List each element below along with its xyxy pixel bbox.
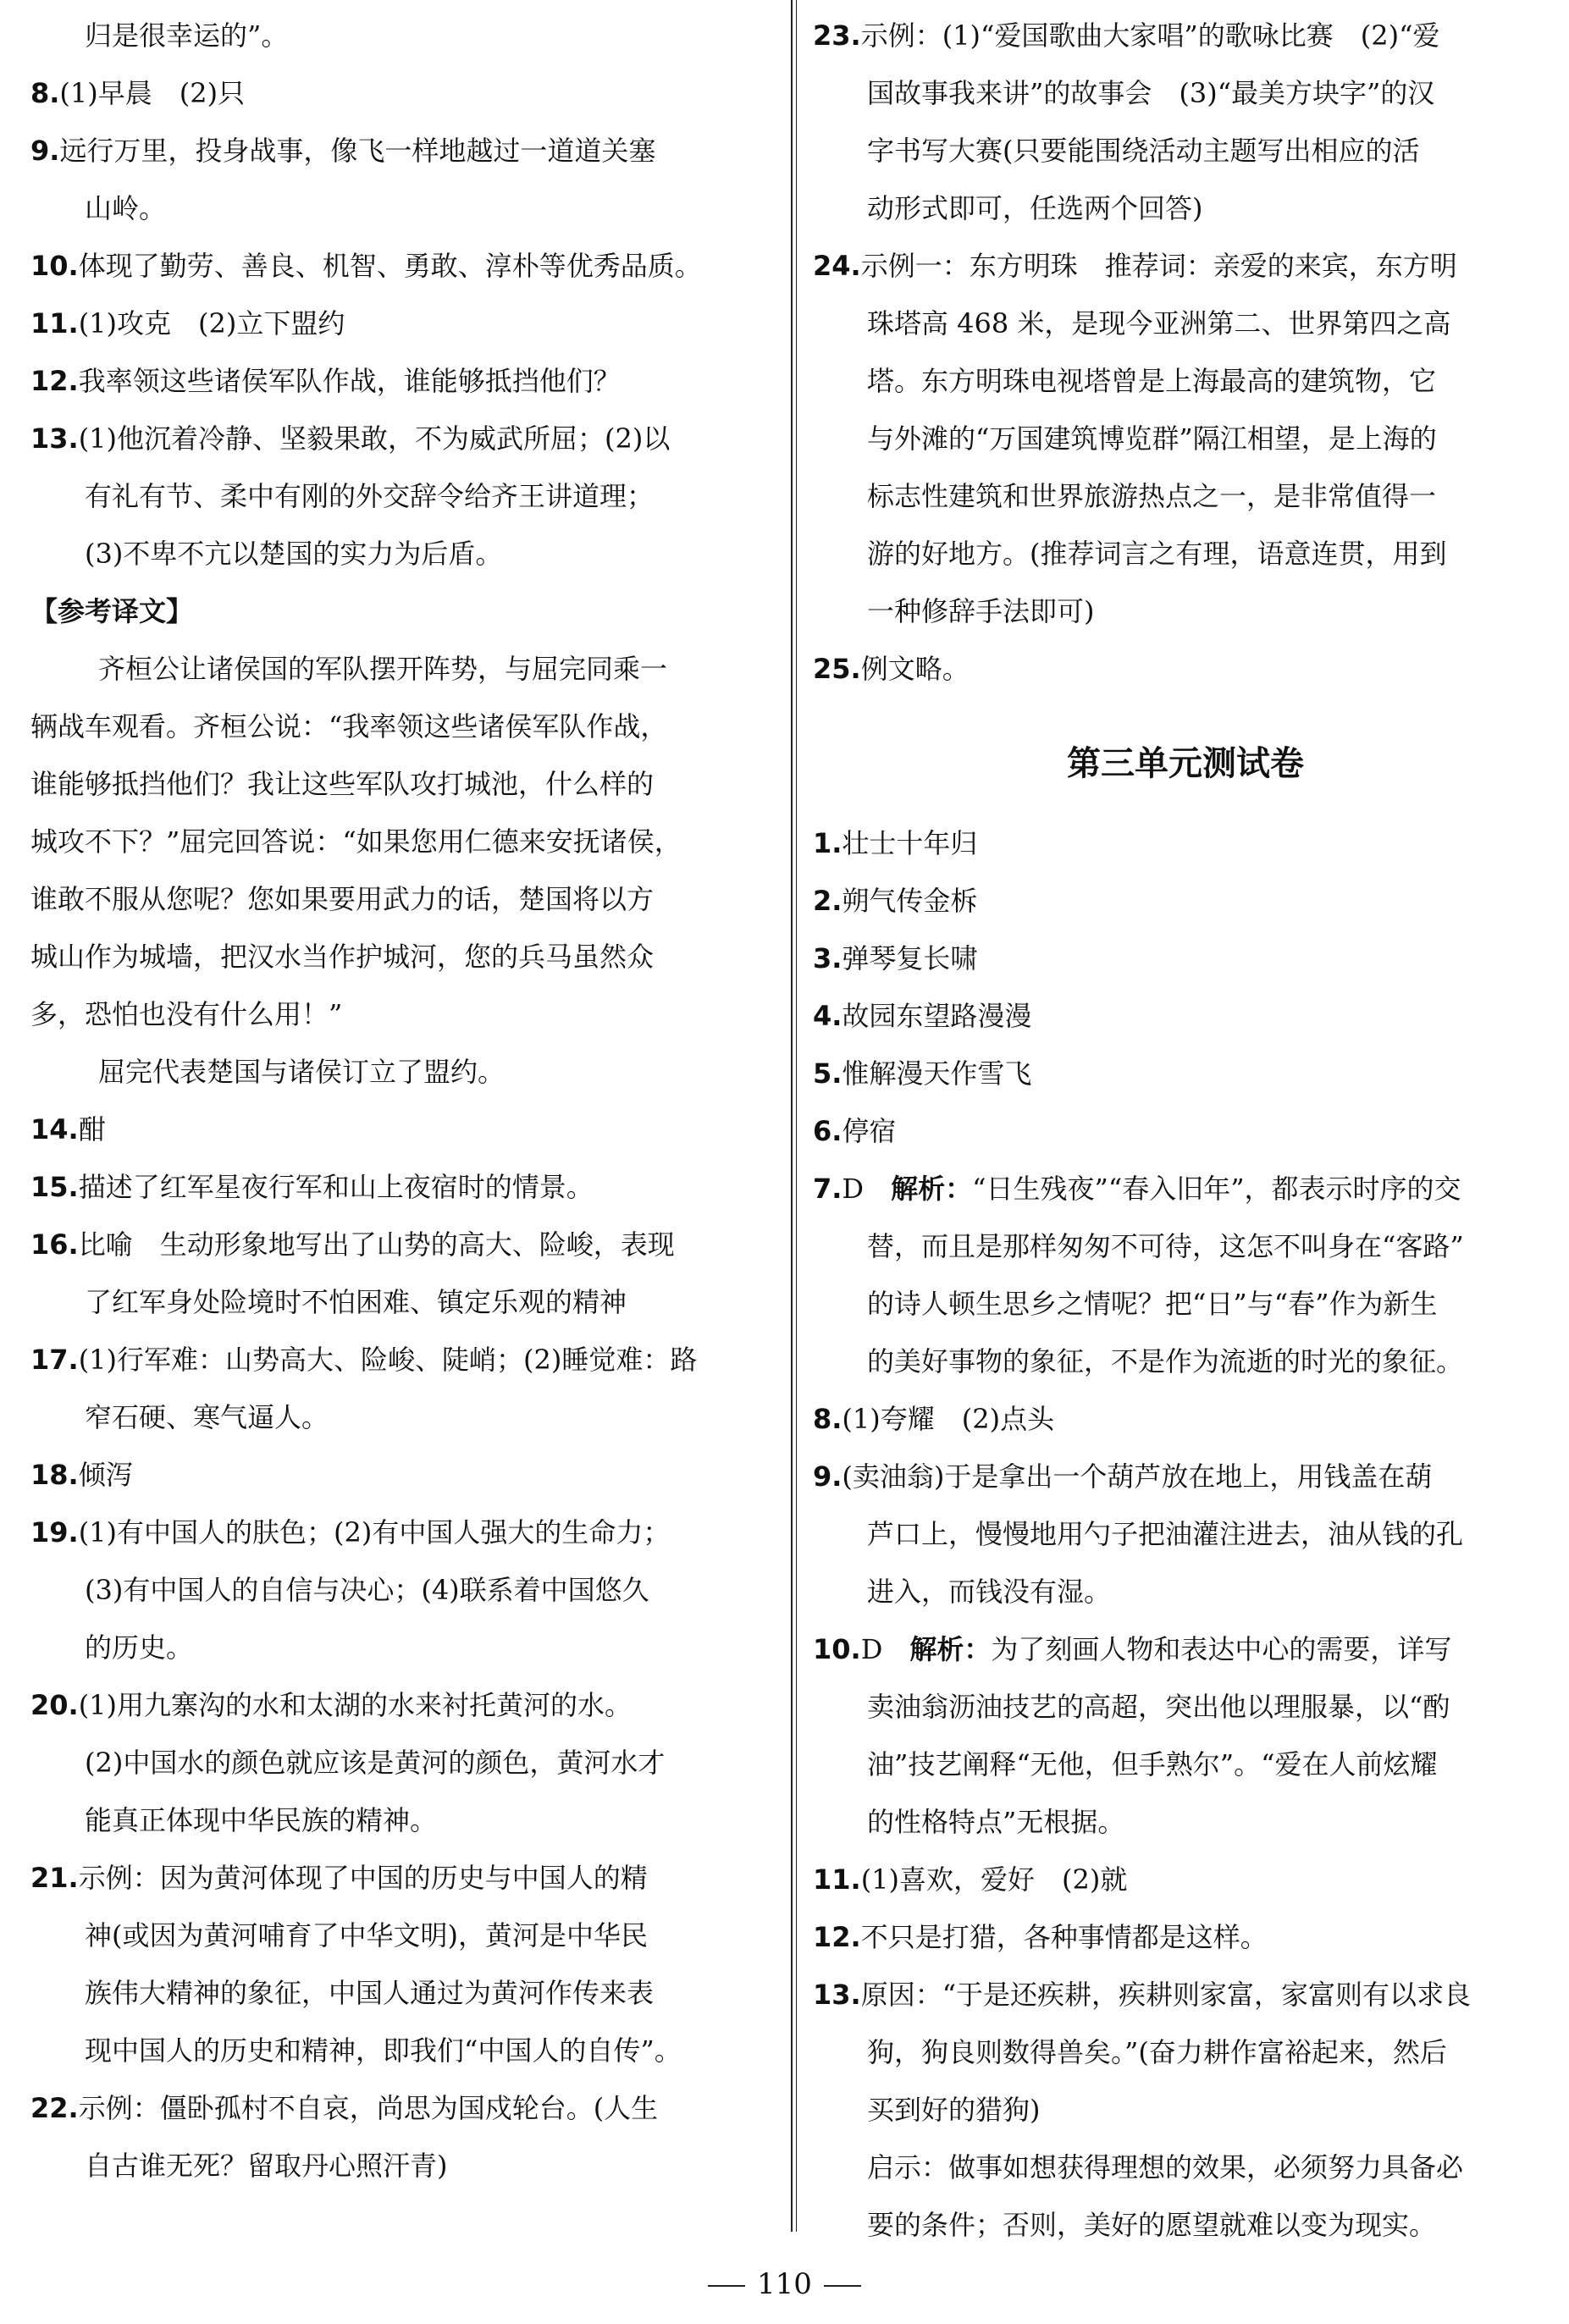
text-line: 窄石硬、寒气逼人。 [85,1401,329,1433]
question-number: 4. [813,1000,843,1032]
question-number: 8. [813,1403,843,1435]
question-number: 1. [813,827,843,859]
answer-text: “日生残夜”“春入旧年”，都表示时序的交 [972,1173,1461,1205]
answer-text: 描述了红军星夜行军和山上夜宿时的情景。 [78,1171,594,1203]
answer-13 [30,422,670,455]
text-line: 神(或因为黄河哺育了中华文明)，黄河是中华民 [85,1919,648,1951]
question-number: 3. [813,942,843,974]
column-divider-thin [796,0,797,2232]
answer-11 [30,306,345,340]
answer-10 [30,249,702,283]
question-number: 2. [813,885,843,917]
answer-20 [30,1688,632,1722]
unit3-answer-6 [813,1114,896,1148]
question-number: 18. [30,1459,79,1491]
text-line: 国故事我来讲”的故事会 (3)“最美方块字”的汉 [867,77,1435,109]
text-line: 能真正体现中华民族的精神。 [85,1804,438,1836]
answer-15 [30,1170,594,1204]
unit3-answer-1 [813,826,977,860]
choice-answer: D [860,1633,883,1665]
answer-text: 示例：(1)“爱国歌曲大家唱”的歌咏比赛 (2)“爱 [860,19,1440,52]
text-line: 自古谁无死？留取丹心照汗青) [85,2150,448,2182]
translation-line: 屈完代表楚国与诸侯订立了盟约。 [98,1056,506,1088]
page-footer [0,2267,1569,2301]
answer-text: 停宿 [842,1115,897,1147]
answer-text: (卖油翁)于是拿出一个葫芦放在地上，用钱盖在葫 [842,1460,1433,1493]
answer-text: 示例：因为黄河体现了中国的历史与中国人的精 [78,1862,648,1894]
unit3-answer-3 [813,941,977,975]
answer-text: (1)早晨 (2)只 [59,77,246,109]
answer-18 [30,1458,133,1492]
question-number: 9. [813,1460,843,1493]
answer-text: 酣 [78,1113,106,1145]
text-line: (2)中国水的颜色就应该是黄河的颜色，黄河水才 [85,1747,666,1779]
unit3-answer-12 [813,1920,1268,1954]
answer-text: 比喻 生动形象地写出了山势的高大、险峻，表现 [78,1228,675,1261]
answer-16 [30,1228,675,1261]
column-divider [791,0,793,2232]
text-line: 油”技艺阐释“无他，但手熟尔”。“爱在人前炫耀 [867,1748,1438,1780]
text-line: 的诗人顿生思乡之情呢？把“日”与“春”作为新生 [867,1288,1438,1320]
answer-text: (1)有中国人的肤色；(2)有中国人强大的生命力； [78,1516,671,1548]
answer-9 [30,134,655,168]
question-number: 21. [30,1862,79,1894]
question-number: 6. [813,1115,843,1147]
answer-14 [30,1112,106,1146]
question-number: 13. [813,1979,861,2011]
translation-line: 齐桓公让诸侯国的军队摆开阵势，与屈完同乘一 [98,653,668,685]
answer-text: 示例：僵卧孤村不自哀，尚思为国戍轮台。(人生 [78,2092,659,2124]
text-line: (3)不卑不亢以楚国的实力为后盾。 [85,538,503,570]
answer-8 [30,76,245,110]
question-number: 10. [30,250,79,282]
text-line: 游的好地方。(推荐词言之有理，语意连贯，用到 [867,538,1447,570]
choice-answer: D [842,1173,865,1205]
unit3-answer-13 [813,1978,1471,2012]
answer-23 [813,19,1439,52]
answer-text: 故园东望路漫漫 [842,1000,1032,1032]
answer-text: 原因：“于是还疾耕，疾耕则家富，家富则有以求良 [860,1979,1472,2011]
translation-line: 谁能够抵挡他们？我让这些军队攻打城池，什么样的 [30,768,655,800]
question-number: 12. [813,1921,861,1953]
translation-line: 辆战车观看。齐桓公说：“我率领这些诸侯军队作战， [30,710,668,742]
text-line: 归是很幸运的”。 [85,19,289,52]
answer-19 [30,1515,670,1549]
answer-text: 远行万里，投身战事，像飞一样地越过一道道关塞 [59,135,656,167]
answer-12 [30,364,621,398]
unit3-answer-8 [813,1402,1054,1436]
answer-text: 例文略。 [860,653,970,685]
section-title: 第三单元测试卷 [1067,744,1304,783]
text-line: 要的条件；否则，美好的愿望就难以变为现实。 [867,2209,1437,2241]
question-number: 15. [30,1171,79,1203]
answer-text: 我率领这些诸侯军队作战，谁能够抵挡他们？ [78,365,621,397]
text-line: 山岭。 [85,192,167,224]
translation-line: 多，恐怕也没有什么用！” [30,998,343,1030]
question-number: 7. [813,1173,843,1205]
answer-text: (1)夸耀 (2)点头 [842,1403,1055,1435]
answer-text: 体现了勤劳、善良、机智、勇敢、淳朴等优秀品质。 [78,250,702,282]
text-line: 狗，狗良则数得兽矣。”(奋力耕作富裕起来，然后 [867,2036,1447,2068]
translation-line: 谁敢不服从您呢？您如果要用武力的话，楚国将以方 [30,883,655,915]
question-number: 13. [30,422,79,455]
text-line: 族伟大精神的象征，中国人通过为黄河作传来表 [85,1977,655,2009]
question-number: 25. [813,653,861,685]
answer-17 [30,1343,697,1377]
text-line: 了红军身处险境时不怕困难、镇定乐观的精神 [85,1286,627,1318]
question-number: 11. [813,1863,861,1896]
text-line: 启示：做事如想获得理想的效果，必须努力具备必 [867,2151,1464,2183]
text-line: (3)有中国人的自信与决心；(4)联系着中国悠久 [85,1574,649,1606]
unit3-answer-10 [813,1632,1451,1666]
question-number: 10. [813,1633,861,1665]
question-number: 14. [30,1113,79,1145]
unit3-answer-7 [813,1172,1461,1206]
text-line: 的性格特点”无根据。 [867,1806,1125,1838]
text-line: 与外滩的“万国建筑博览群”隔江相望，是上海的 [867,422,1437,455]
text-line: 珠塔高 468 米，是现今亚洲第二、世界第四之高 [867,307,1451,339]
question-number: 16. [30,1228,79,1261]
unit3-answer-4 [813,999,1031,1033]
text-line: 动形式即可，任选两个回答) [867,192,1203,224]
answer-24 [813,249,1457,283]
analysis-label: 解析： [891,1173,973,1205]
answer-text: (1)喜欢，爱好 (2)就 [860,1863,1128,1896]
footer-dash-left [708,2285,745,2287]
answer-text: (1)他沉着冷静、坚毅果敢，不为威武所屈；(2)以 [78,422,671,455]
translation-line: 城攻不下？”屈完回答说：“如果您用仁德来安抚诸侯， [30,825,682,858]
text-line: 买到好的猎狗) [867,2094,1041,2126]
text-line: 替，而且是那样匆匆不可待，这怎不叫身在“客路” [867,1230,1464,1262]
answer-text: (1)用九寨沟的水和太湖的水来衬托黄河的水。 [78,1689,633,1721]
question-number: 24. [813,250,861,282]
page-number: 110 [757,2267,812,2301]
unit3-answer-5 [813,1057,1031,1090]
answer-text: 为了刻画人物和表达中心的需要，详写 [991,1633,1452,1665]
question-number: 20. [30,1689,79,1721]
reference-translation-title: 【参考译文】 [30,595,194,627]
text-line: 进入，而钱没有湿。 [867,1576,1112,1608]
question-number: 23. [813,19,861,52]
question-number: 11. [30,307,79,339]
text-line: 塔。东方明珠电视塔曾是上海最高的建筑物，它 [867,365,1437,397]
question-number: 5. [813,1057,843,1090]
text-line: 的历史。 [85,1631,194,1664]
question-number: 8. [30,77,60,109]
unit3-answer-2 [813,884,977,918]
unit3-answer-11 [813,1863,1127,1896]
answer-text: 倾泻 [78,1459,133,1491]
footer-dash-right [824,2285,861,2287]
text-line: 现中国人的历史和精神，即我们“中国人的自传”。 [85,2034,682,2067]
question-number: 17. [30,1344,79,1376]
text-line: 卖油翁沥油技艺的高超，突出他以理服暴，以“酌 [867,1691,1450,1723]
answer-text: 朔气传金柝 [842,885,978,917]
answer-text: 壮士十年归 [842,827,978,859]
question-number: 9. [30,135,60,167]
text-line: 的美好事物的象征，不是作为流逝的时光的象征。 [867,1345,1464,1377]
answer-text: (1)攻克 (2)立下盟约 [78,307,345,339]
question-number: 22. [30,2092,79,2124]
answer-text: 惟解漫天作雪飞 [842,1057,1032,1090]
text-line: 一种修辞手法即可) [867,595,1095,627]
question-number: 12. [30,365,79,397]
answer-text: (1)行军难：山势高大、险峻、陡峭；(2)睡觉难：路 [78,1344,698,1376]
translation-line: 城山作为城墙，把汉水当作护城河，您的兵马虽然众 [30,941,655,973]
answer-22 [30,2091,658,2125]
text-line: 有礼有节、柔中有刚的外交辞令给齐王讲道理； [85,480,655,512]
unit3-answer-9 [813,1460,1432,1493]
analysis-label: 解析： [909,1633,992,1665]
answer-text: 示例一：东方明珠 推荐词：亲爱的来宾，东方明 [860,250,1457,282]
answer-25 [813,652,970,686]
answer-21 [30,1861,648,1895]
text-line: 标志性建筑和世界旅游热点之一，是非常值得一 [867,480,1437,512]
question-number: 19. [30,1516,79,1548]
answer-text: 弹琴复长啸 [842,942,978,974]
answer-text: 不只是打猎，各种事情都是这样。 [860,1921,1268,1953]
text-line: 字书写大赛(只要能围绕活动主题写出相应的活 [867,135,1420,167]
text-line: 芦口上，慢慢地用勺子把油灌注进去，油从钱的孔 [867,1518,1464,1550]
